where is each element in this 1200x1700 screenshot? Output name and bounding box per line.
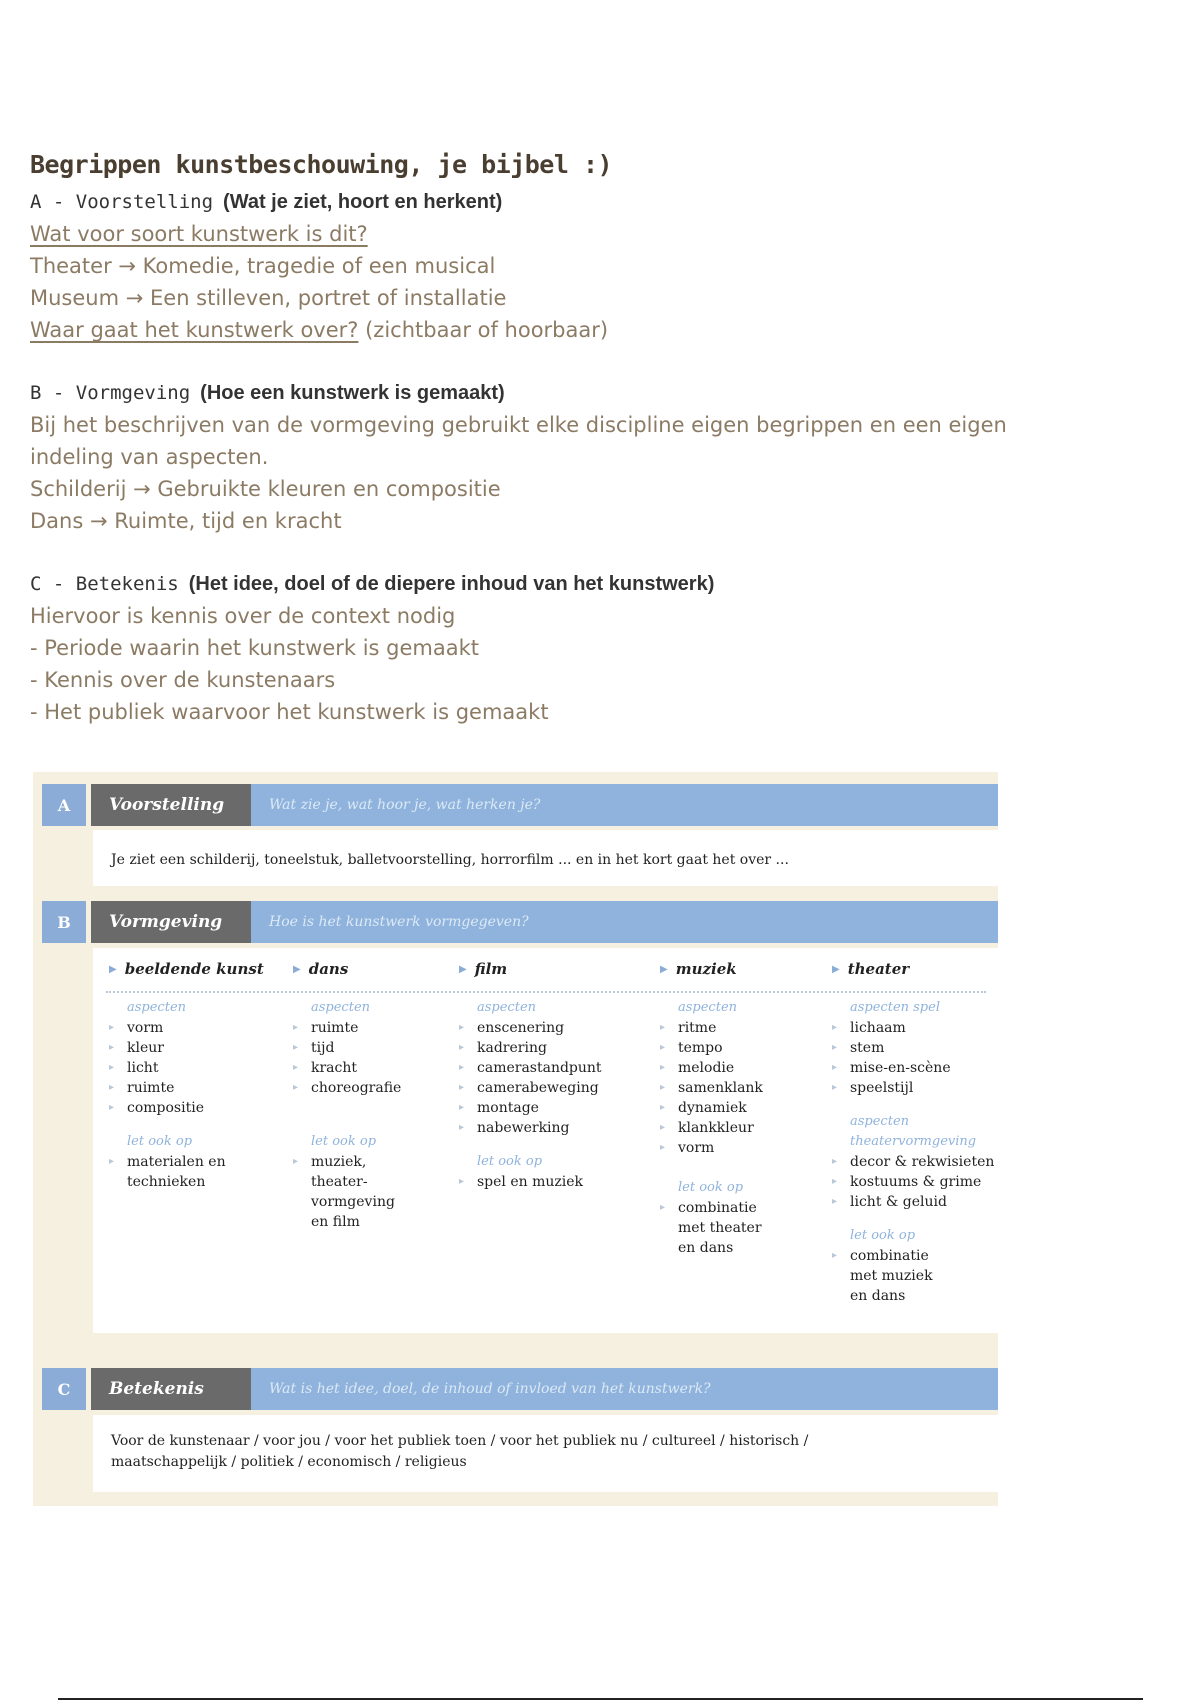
also-label: let ook op: [477, 1154, 543, 1169]
also-label: let ook op: [850, 1228, 916, 1243]
section-b-code: B - Vormgeving: [30, 382, 191, 404]
column-head: ▶ theater: [832, 960, 910, 978]
column-film: [459, 948, 629, 1190]
list-item: ▸ licht: [109, 1060, 159, 1076]
band-c-text-1: Voor de kunstenaar / voor jou / voor het publiek toen / voor het publiek nu / cultureel / historisch /: [111, 1433, 809, 1449]
list-item: ▸ combinatie met muziek en dans: [832, 1248, 933, 1304]
column-muziek: [660, 948, 830, 1256]
column-dans: [293, 948, 463, 1230]
aspects-label: aspecten: [678, 1000, 738, 1015]
list-item: ▸ kostuums & grime: [832, 1174, 982, 1190]
also-label: let ook op: [127, 1134, 193, 1149]
column-head: ▶ muziek: [660, 960, 737, 978]
arrow-icon: ▶: [832, 963, 840, 975]
band-c-letter: C: [42, 1368, 86, 1410]
analysis-table: [33, 772, 998, 1506]
section-a-question-2-line: [30, 314, 1030, 346]
section-c-line-2: - Periode waarin het kunstwerk is gemaakt: [30, 636, 479, 660]
list-item: ▸ tempo: [660, 1040, 723, 1056]
list-item: ▸ materialen en technieken: [109, 1154, 226, 1190]
band-b-name: Vormgeving: [91, 901, 251, 943]
band-a-content: [93, 830, 998, 886]
list-item: ▸ ritme: [660, 1020, 717, 1036]
band-c-text-2: maatschappelijk / politiek / economisch / religieus: [111, 1454, 467, 1470]
section-b-line-1: Schilderij → Gebruikte kleuren en compositie: [30, 477, 501, 501]
section-b-line-2: Dans → Ruimte, tijd en kracht: [30, 509, 342, 533]
section-a-heading: [30, 185, 1030, 218]
list-item: ▸ klankkleur: [660, 1120, 754, 1136]
band-a-name: Voorstelling: [91, 784, 251, 826]
arrow-icon: ▶: [109, 963, 117, 975]
notes: [30, 150, 1030, 728]
arrow-icon: ▶: [660, 963, 668, 975]
section-a-line-1: Theater → Komedie, tragedie of een musical: [30, 254, 496, 278]
list-item: ▸ compositie: [109, 1100, 204, 1116]
list-item: ▸ montage: [459, 1100, 539, 1116]
list-item: ▸ licht & geluid: [832, 1194, 947, 1210]
column-theater: [832, 948, 998, 1304]
column-beeldende-kunst: [109, 948, 279, 1190]
section-a-question-1: Wat voor soort kunstwerk is dit?: [30, 222, 368, 246]
column-head: ▶ film: [459, 960, 508, 978]
list-item: ▸ ruimte: [293, 1020, 359, 1036]
also-label: let ook op: [311, 1134, 377, 1149]
list-item: ▸ spel en muziek: [459, 1174, 584, 1190]
band-b-letter: B: [42, 901, 86, 943]
list-item: ▸ camerabeweging: [459, 1080, 599, 1096]
section-c-line-1: Hiervoor is kennis over de context nodig: [30, 604, 456, 628]
band-a-text: Je ziet een schilderij, toneelstuk, balletvoorstelling, horrorfilm ... en in het kort gaat het over ...: [111, 852, 789, 868]
list-item: ▸ enscenering: [459, 1020, 565, 1036]
list-item: ▸ vorm: [660, 1140, 715, 1156]
list-item: ▸ nabewerking: [459, 1120, 570, 1136]
section-b-paragraph-1: Bij het beschrijven van de vormgeving gebruikt elke discipline eigen begrippen en een eigen: [30, 413, 1007, 437]
list-item: ▸ camerastandpunt: [459, 1060, 602, 1076]
band-a-question: Wat zie je, wat hoor je, wat herken je?: [251, 784, 998, 826]
section-a-line-2: Museum → Een stilleven, portret of installatie: [30, 286, 507, 310]
list-item: ▸ combinatie met theater en dans: [660, 1200, 762, 1256]
list-item: ▸ samenklank: [660, 1080, 763, 1096]
list-item: ▸ kadrering: [459, 1040, 547, 1056]
arrow-icon: ▶: [293, 963, 301, 975]
band-b: [42, 901, 998, 943]
section-a-subtitle: (Wat je ziet, hoort en herkent): [223, 191, 503, 213]
list-item: ▸ ruimte: [109, 1080, 175, 1096]
list-item: ▸ muziek, theater-vormgeving en film: [293, 1154, 395, 1230]
section-c-line-3: - Kennis over de kunstenaars: [30, 668, 336, 692]
section-a-question-2: Waar gaat het kunstwerk over?: [30, 318, 359, 342]
list-item: ▸ speelstijl: [832, 1080, 914, 1096]
list-item: ▸ stem: [832, 1040, 885, 1056]
section-a-question-2-rest: (zichtbaar of hoorbaar): [358, 318, 609, 342]
arrow-icon: ▶: [459, 963, 467, 975]
band-c: [42, 1368, 998, 1410]
list-item: ▸ decor & rekwisieten: [832, 1154, 995, 1170]
discipline-columns: [93, 948, 998, 1333]
band-b-question: Hoe is het kunstwerk vormgegeven?: [251, 901, 998, 943]
list-item: ▸ dynamiek: [660, 1100, 747, 1116]
band-c-name: Betekenis: [91, 1368, 251, 1410]
also-label: let ook op: [678, 1180, 744, 1195]
band-a: [42, 784, 998, 826]
aspects-label: aspecten: [311, 1000, 371, 1015]
list-item: ▸ choreografie: [293, 1080, 402, 1096]
band-c-content: [93, 1415, 998, 1492]
list-item: ▸ vorm: [109, 1020, 164, 1036]
section-b-subtitle: (Hoe een kunstwerk is gemaakt): [200, 382, 505, 404]
aspects-label: aspecten: [477, 1000, 537, 1015]
column-divider: [106, 991, 986, 993]
list-item: ▸ tijd: [293, 1040, 335, 1056]
section-c-heading: [30, 567, 1030, 600]
band-a-letter: A: [42, 784, 86, 826]
section-c-line-4: - Het publiek waarvoor het kunstwerk is gemaakt: [30, 700, 549, 724]
section-a-code: A - Voorstelling: [30, 191, 214, 213]
section-b-heading: [30, 376, 1030, 409]
list-item: ▸ mise-en-scène: [832, 1060, 951, 1076]
page-title: Begrippen kunstbeschouwing, je bijbel :): [30, 150, 613, 179]
list-item: ▸ kracht: [293, 1060, 358, 1076]
section-c-subtitle: (Het idee, doel of de diepere inhoud van het kunstwerk): [188, 573, 715, 595]
aspects-label: aspecten spel: [850, 1000, 940, 1015]
column-head: ▶ dans: [293, 960, 349, 978]
list-item: ▸ lichaam: [832, 1020, 906, 1036]
aspects-design-label: aspecten theatervormgeving: [850, 1114, 977, 1149]
band-c-question: Wat is het idee, doel, de inhoud of invloed van het kunstwerk?: [251, 1368, 998, 1410]
list-item: ▸ melodie: [660, 1060, 735, 1076]
section-b-paragraph-2: indeling van aspecten.: [30, 445, 269, 469]
section-c-code: C - Betekenis: [30, 573, 179, 595]
list-item: ▸ kleur: [109, 1040, 164, 1056]
column-head: ▶ beeldende kunst: [109, 960, 264, 978]
aspects-label: aspecten: [127, 1000, 187, 1015]
